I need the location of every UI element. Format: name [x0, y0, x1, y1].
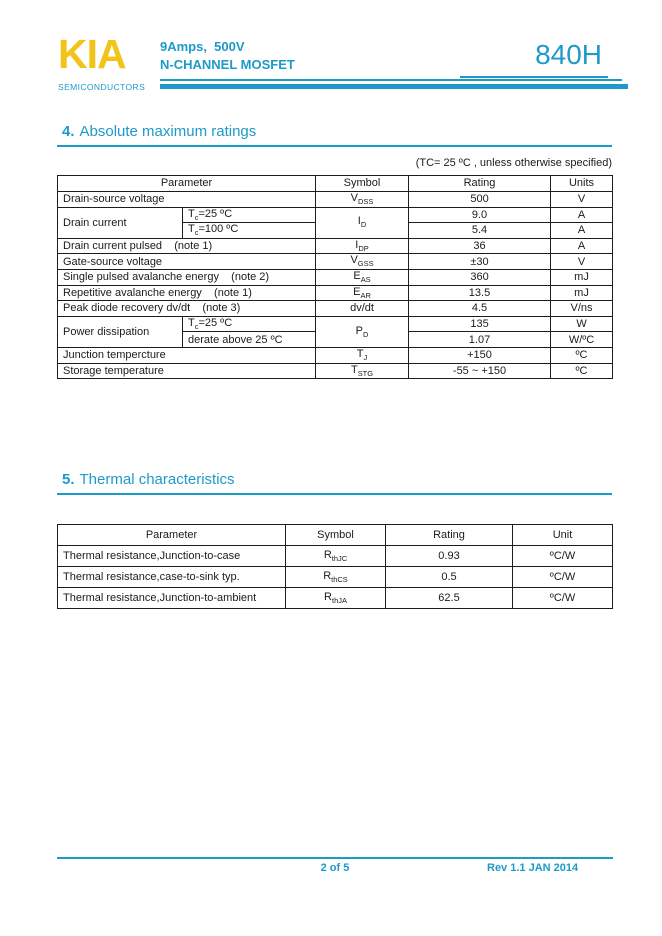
- unit-cell: V: [551, 192, 613, 208]
- unit-cell: W: [551, 316, 613, 332]
- parameter-cell: Thermal resistance,Junction-to-ambient: [58, 588, 286, 609]
- symbol-cell: dv/dt: [316, 301, 409, 317]
- table-row: [58, 238, 613, 254]
- symbol-cell: $T_{STG}$: [316, 363, 409, 379]
- rating-cell: 135: [409, 316, 551, 332]
- test-condition-note: (TC= 25 ºC , unless otherwise specified): [415, 157, 612, 169]
- thermal-characteristics-table: [57, 524, 613, 609]
- abs-table-body: [58, 176, 613, 379]
- parameter-cell: Single pulsed avalanche energy (note 2): [58, 269, 316, 285]
- rating-cell: 4.5: [409, 301, 551, 317]
- unit-cell: ºC/W: [513, 567, 613, 588]
- symbol-cell: $E_{AR}$: [316, 285, 409, 301]
- page-number: 2 of 5: [320, 862, 350, 874]
- rating-cell: 1.07: [409, 332, 551, 348]
- unit-cell: V: [551, 254, 613, 270]
- parameter-cell: Drain current: [58, 207, 183, 238]
- parameter-cell: Drain current pulsed (note 1): [58, 238, 316, 254]
- unit-cell: ºC: [551, 347, 613, 363]
- column-header: Units: [551, 176, 613, 192]
- section-5-number: 5.: [62, 471, 75, 488]
- table-row: [58, 316, 613, 332]
- device-type-text: N-CHANNEL MOSFET: [160, 57, 295, 72]
- table-row: [58, 301, 613, 317]
- parameter-cell: Thermal resistance,Junction-to-case: [58, 546, 286, 567]
- unit-cell: mJ: [551, 269, 613, 285]
- parameter-cell: Repetitive avalanche energy (note 1): [58, 285, 316, 301]
- table-row: [58, 207, 613, 223]
- rating-cell: 0.5: [386, 567, 513, 588]
- section-5-title: Thermal characteristics: [79, 471, 235, 488]
- table-row: [58, 546, 613, 567]
- condition-cell: derate above 25 ºC: [183, 332, 316, 348]
- table-row: [58, 269, 613, 285]
- unit-cell: ºC/W: [513, 546, 613, 567]
- unit-cell: A: [551, 223, 613, 239]
- column-header: Rating: [386, 525, 513, 546]
- column-header: Rating: [409, 176, 551, 192]
- table-row: [58, 192, 613, 208]
- part-number-underline: [460, 76, 608, 78]
- unit-cell: mJ: [551, 285, 613, 301]
- rating-cell: 13.5: [409, 285, 551, 301]
- condition-cell: $T_c=100$ ºC: [183, 223, 316, 239]
- column-header: Unit: [513, 525, 613, 546]
- symbol-cell: $V_{DSS}$: [316, 192, 409, 208]
- section-5-heading: [62, 471, 235, 488]
- rating-cell: 5.4: [409, 223, 551, 239]
- revision-label: Rev 1.1 JAN 2014: [487, 862, 579, 874]
- parameter-cell: Drain-source voltage: [58, 192, 316, 208]
- table-header-row: [58, 176, 613, 192]
- symbol-cell: $T_J$: [316, 347, 409, 363]
- rating-cell: 36: [409, 238, 551, 254]
- part-number: 840H: [535, 39, 602, 70]
- brand-tagline: SEMICONDUCTORS: [58, 82, 146, 92]
- unit-cell: A: [551, 238, 613, 254]
- absolute-maximum-ratings-table: [57, 175, 613, 379]
- unit-cell: A: [551, 207, 613, 223]
- rating-cell: -55 ~ +150: [409, 363, 551, 379]
- rating-cell: 62.5: [386, 588, 513, 609]
- table-row: [58, 567, 613, 588]
- symbol-cell: $E_{AS}$: [316, 269, 409, 285]
- table-row: [58, 254, 613, 270]
- column-header: Symbol: [316, 176, 409, 192]
- section-4-underline: [57, 145, 612, 147]
- rating-cell: 9.0: [409, 207, 551, 223]
- section-4-heading: [62, 123, 256, 140]
- brand-logo: KIA: [58, 31, 126, 77]
- header-rule-thin: [160, 79, 622, 81]
- column-header: Parameter: [58, 525, 286, 546]
- unit-cell: ºC: [551, 363, 613, 379]
- header-rule-thick: [160, 84, 628, 89]
- unit-cell: W/ºC: [551, 332, 613, 348]
- table-row: [58, 588, 613, 609]
- parameter-cell: Junction tempercture: [58, 347, 316, 363]
- section-5-underline: [57, 493, 612, 495]
- table-row: [58, 347, 613, 363]
- symbol-cell: $R_{thJC}$: [286, 546, 386, 567]
- rating-cell: 500: [409, 192, 551, 208]
- table-row: [58, 363, 613, 379]
- symbol-cell: $I_D$: [316, 207, 409, 238]
- parameter-cell: Power dissipation: [58, 316, 183, 347]
- table-row: [58, 285, 613, 301]
- unit-cell: V/ns: [551, 301, 613, 317]
- footer-rule: [57, 857, 613, 859]
- column-header: Symbol: [286, 525, 386, 546]
- column-header: Parameter: [58, 176, 316, 192]
- rating-cell: 360: [409, 269, 551, 285]
- section-4-number: 4.: [62, 123, 75, 140]
- rating-cell: ±30: [409, 254, 551, 270]
- symbol-cell: $I_{DP}$: [316, 238, 409, 254]
- parameter-cell: Thermal resistance,case-to-sink typ.: [58, 567, 286, 588]
- thermal-table-body: [58, 525, 613, 609]
- unit-cell: ºC/W: [513, 588, 613, 609]
- symbol-cell: $R_{thCS}$: [286, 567, 386, 588]
- condition-cell: $T_c=25$ ºC: [183, 207, 316, 223]
- table-header-row: [58, 525, 613, 546]
- symbol-cell: $R_{thJA}$: [286, 588, 386, 609]
- rating-cell: +150: [409, 347, 551, 363]
- parameter-cell: Gate-source voltage: [58, 254, 316, 270]
- rating-cell: 0.93: [386, 546, 513, 567]
- device-rating-text: 9Amps, 500V: [160, 39, 245, 54]
- parameter-cell: Peak diode recovery dv/dt (note 3): [58, 301, 316, 317]
- symbol-cell: $P_D$: [316, 316, 409, 347]
- section-4-title: Absolute maximum ratings: [79, 123, 257, 140]
- parameter-cell: Storage temperature: [58, 363, 316, 379]
- condition-cell: $T_c=25$ ºC: [183, 316, 316, 332]
- symbol-cell: $V_{GSS}$: [316, 254, 409, 270]
